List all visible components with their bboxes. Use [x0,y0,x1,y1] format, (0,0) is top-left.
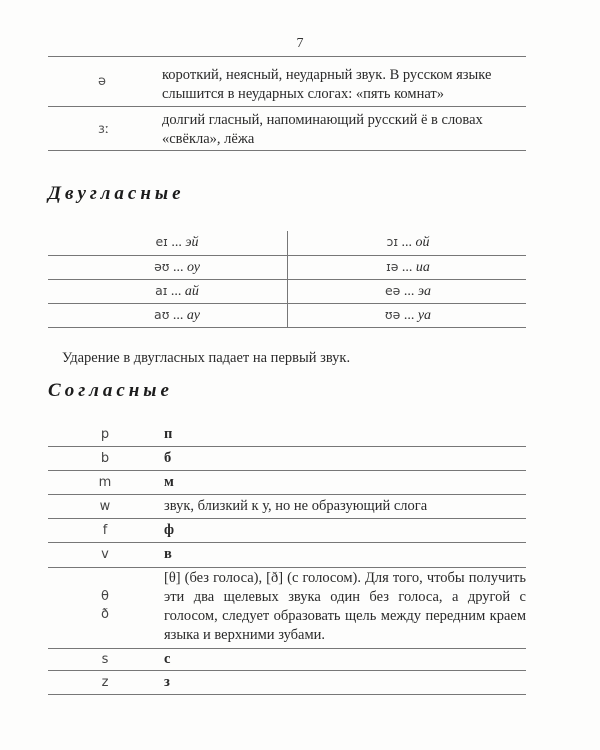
diphthong-russian: ау [186,308,200,323]
table-rule [48,518,526,519]
separator: ... [169,308,187,323]
table-rule [48,106,526,107]
consonant-symbol: v [101,547,109,562]
consonant-description: в [164,546,172,562]
consonant-description: м [164,474,174,490]
diphthong-ipa: eə [384,283,401,298]
diphthong-cell [293,259,523,276]
vowel-description: короткий, неясный, неударный звук. В русском языке слышится в неударных слогах: «пять комнат» [162,67,492,102]
separator: ... [398,260,416,275]
vowel-description: долгий гласный, напоминающий русский ё в словах «свёкла», лёжа [162,112,483,147]
diphthong-ipa: aʊ [154,307,170,322]
diphthong-cell [62,259,292,276]
consonant-description: п [164,426,173,442]
table-rule [48,648,526,649]
diphthong-russian: уа [417,308,432,323]
diphthong-ipa: ʊə [384,307,401,322]
table-rule [48,542,526,543]
diphthong-cell [293,234,523,251]
consonant-description: б [164,450,172,466]
diphthong-cell [62,283,292,300]
consonant-symbol: ð [101,607,109,622]
diphthong-russian: оу [186,260,200,275]
consonants-title: Согласные [48,380,173,401]
diphthong-ipa: ɪə [386,259,399,274]
table-rule [48,670,526,671]
consonant-symbol: w [99,499,111,514]
vowel-symbol: ɜː [98,122,110,137]
diphthong-ipa: eɪ [155,234,168,249]
diphthong-cell [62,307,292,324]
diphthong-cell [293,283,523,300]
separator: ... [400,308,418,323]
consonant-symbol: s [101,652,109,667]
table-rule [48,494,526,495]
diphthongs-title: Двугласные [48,183,185,204]
diphthong-ipa: aɪ [155,283,168,298]
table-rule [48,303,526,304]
separator: ... [400,284,418,299]
consonant-symbol: f [102,523,108,538]
diphthong-russian: эа [417,284,432,299]
separator: ... [167,235,186,250]
diphthong-cell [62,234,292,251]
consonant-symbol: p [100,427,110,442]
diphthong-cell [293,307,523,324]
vowel-symbol: ə [98,74,106,89]
consonant-description: [θ] (без голоса), [ð] (с голосом). Для того, чтобы получить эти два щелевых звука один без голоса, а другой с голосом, следует образовать щель между передним краем языка и верхними зубами. [164,570,526,643]
diphthong-russian: иа [415,260,430,275]
consonant-description: звук, близкий к у, но не образующий слога [164,498,428,514]
separator: ... [398,235,416,250]
consonant-symbol: b [100,451,110,466]
table-rule [48,255,526,256]
consonant-description: з [164,674,170,690]
diphthong-russian: ой [415,235,430,250]
table-rule [48,694,526,695]
page-number: 7 [296,36,304,51]
table-rule [48,446,526,447]
table-rule [48,567,526,568]
consonant-symbol: θ [101,589,109,604]
consonant-symbol: z [101,675,109,690]
table-rule [48,56,526,57]
table-rule [48,150,526,151]
separator: ... [167,284,185,299]
table-rule [48,279,526,280]
diphthong-russian: эй [185,235,199,250]
separator: ... [169,260,187,275]
consonant-description: с [164,651,171,667]
consonant-symbol: m [98,475,112,490]
consonant-description: ф [164,522,175,538]
table-rule [48,470,526,471]
stress-note: Ударение в двугласных падает на первый звук. [62,350,351,366]
table-rule [48,327,526,328]
diphthong-russian: ай [184,284,199,299]
diphthong-ipa: ɔɪ [386,234,398,249]
diphthong-ipa: əʊ [154,259,170,274]
